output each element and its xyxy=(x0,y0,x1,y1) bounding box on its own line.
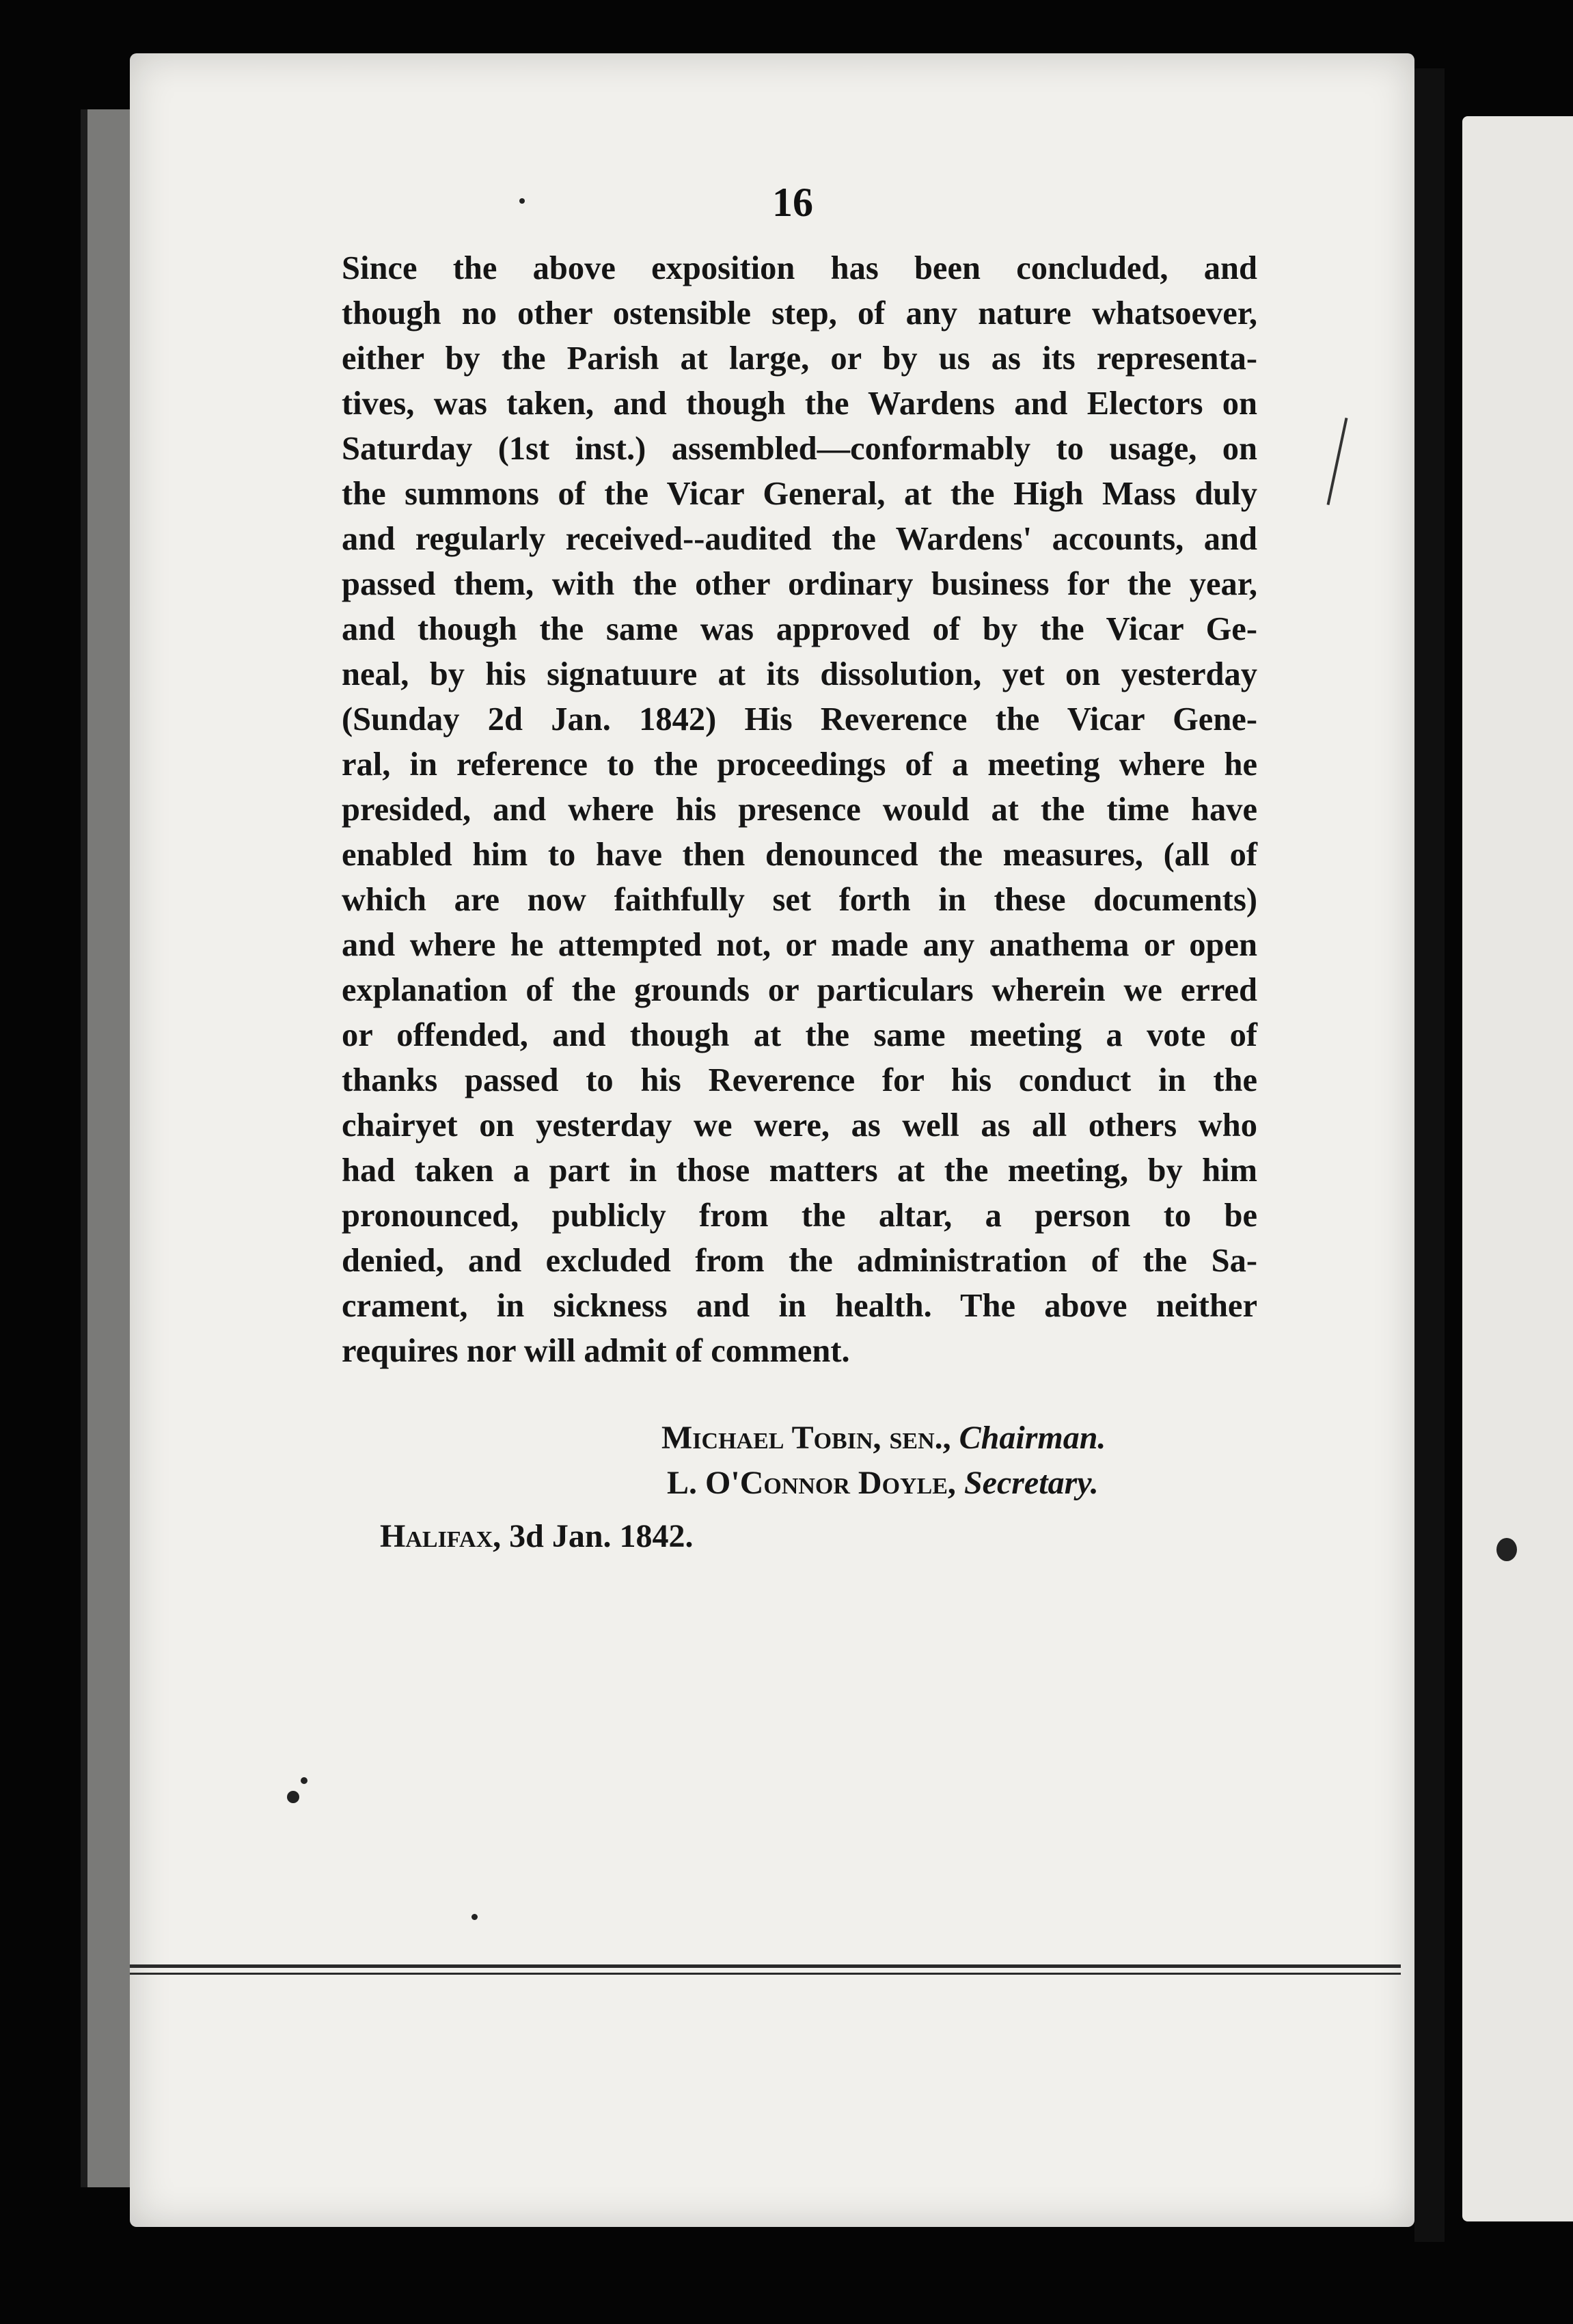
text-line: Saturday (1st inst.) assembled—conformably to usage, on xyxy=(342,431,1257,467)
body-paragraph xyxy=(342,246,1257,1374)
signatory-role: Chairman. xyxy=(959,1420,1106,1456)
text-line: chairyet on yesterday we were, as well as all others who xyxy=(342,1107,1257,1144)
text-line: tives, was taken, and though the Wardens and Electors on xyxy=(342,386,1257,422)
text-line: passed them, with the other ordinary business for the year, xyxy=(342,566,1257,602)
scan-speck xyxy=(1496,1538,1517,1561)
text-line: requires nor will admit of comment. xyxy=(342,1333,850,1369)
adjacent-page-edge xyxy=(1462,116,1573,2221)
text-line: which are now faithfully set forth in these documents) xyxy=(342,882,1257,918)
text-line: pronounced, publicly from the altar, a person to be xyxy=(342,1198,1257,1234)
scan-speck xyxy=(519,198,525,204)
scan-speck xyxy=(301,1777,307,1784)
scan-speck xyxy=(471,1914,478,1920)
place-date: 3d Jan. 1842. xyxy=(509,1518,694,1554)
text-line: either by the Parish at large, or by us as its representa- xyxy=(342,340,1257,377)
text-line: the summons of the Vicar General, at the High Mass duly xyxy=(342,476,1257,512)
scan-speck xyxy=(287,1791,299,1803)
place-date-line xyxy=(380,1517,694,1555)
signature-secretary xyxy=(667,1464,1099,1502)
text-line: ral, in reference to the proceedings of a meeting where he xyxy=(342,746,1257,783)
text-line: (Sunday 2d Jan. 1842) His Reverence the Vicar Gene- xyxy=(342,701,1257,738)
signatory-role: Secretary. xyxy=(963,1465,1099,1501)
text-line: denied, and excluded from the administration of the Sa- xyxy=(342,1243,1257,1279)
text-line: had taken a part in those matters at the meeting, by him xyxy=(342,1152,1257,1189)
page-number: 16 xyxy=(772,180,813,225)
text-line: and regularly received--audited the Wardens' accounts, and xyxy=(342,521,1257,557)
page-rule xyxy=(130,1964,1401,1968)
text-line: neal, by his signatuure at its dissolution, yet on yesterday xyxy=(342,656,1257,692)
place-name: Halifax, xyxy=(380,1518,502,1554)
signature-chairman xyxy=(661,1419,1106,1457)
signatory-name: Michael Tobin, sen., xyxy=(661,1420,951,1456)
text-line: and though the same was approved of by the Vicar Ge- xyxy=(342,611,1257,647)
signatory-name: L. O'Connor Doyle, xyxy=(667,1465,956,1501)
text-line: enabled him to have then denounced the measures, (all of xyxy=(342,837,1257,873)
text-line: thanks passed to his Reverence for his conduct in the xyxy=(342,1062,1257,1098)
page-rule xyxy=(130,1973,1401,1975)
text-line: Since the above exposition has been concluded, and xyxy=(342,250,1257,286)
text-line: though no other ostensible step, of any nature whatsoever, xyxy=(342,295,1257,332)
text-line: presided, and where his presence would at the time have xyxy=(342,792,1257,828)
text-line: explanation of the grounds or particulars wherein we erred xyxy=(342,972,1257,1008)
text-line: crament, in sickness and in health. The above neither xyxy=(342,1288,1257,1324)
text-line: or offended, and though at the same meeting a vote of xyxy=(342,1017,1257,1053)
right-shadow-strip xyxy=(1414,68,1445,2242)
text-line: and where he attempted not, or made any anathema or open xyxy=(342,927,1257,963)
